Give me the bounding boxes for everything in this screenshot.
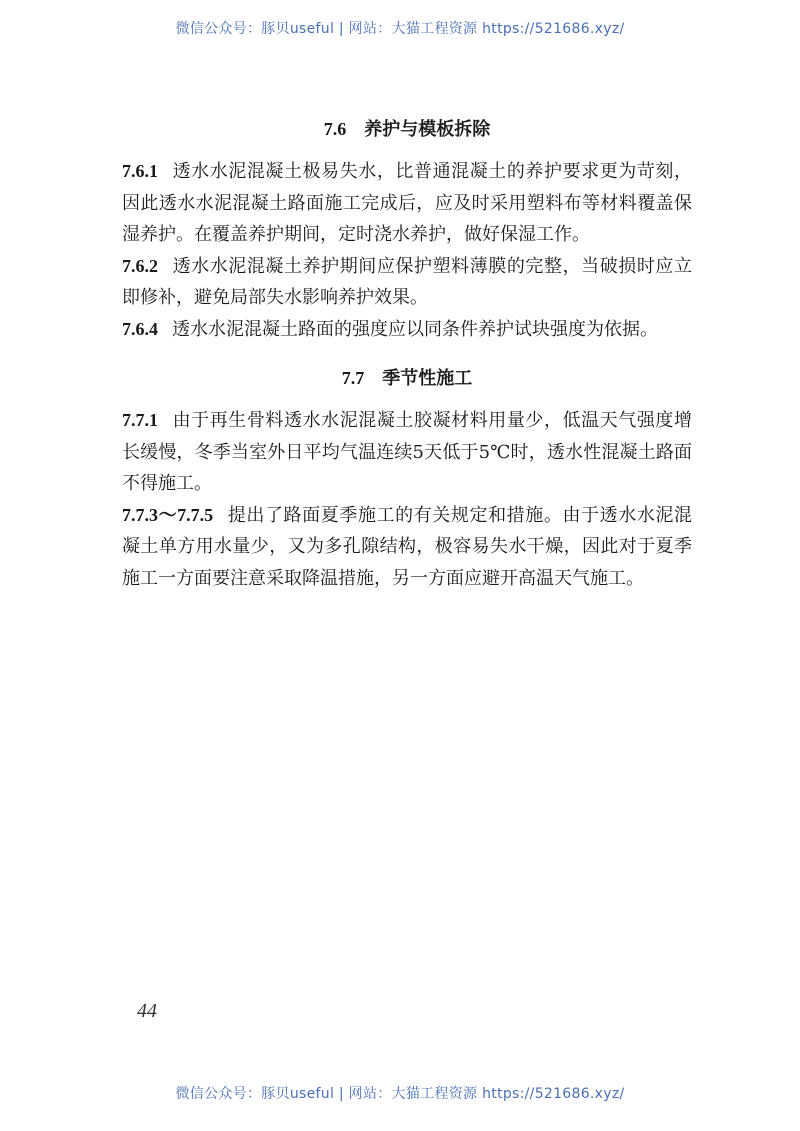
section-number: 7.6	[323, 119, 347, 139]
clause-number: 7.7.3～7.7.5	[122, 504, 214, 525]
page-number: 44	[137, 1000, 157, 1022]
section-heading-7-6	[122, 112, 692, 146]
watermark-footer: 微信公众号：豚贝useful | 网站：大猫工程资源 https://521686.xyz/	[175, 1086, 625, 1102]
section-heading-7-7	[122, 361, 692, 395]
clause-7-7-1	[122, 405, 692, 500]
section-title: 养护与模板拆除	[364, 119, 491, 140]
page-content	[122, 112, 692, 594]
section-number: 7.7	[341, 368, 365, 388]
clause-text: 透水水泥混凝土养护期间应保护塑料薄膜的完整，当破损时应立即修补，避免局部失水影响养护效果。	[122, 255, 692, 308]
clause-number: 7.7.1	[122, 410, 158, 430]
clause-text: 提出了路面夏季施工的有关规定和措施。由于透水水泥混凝土单方用水量少，又为多孔隙结构，极容易失水干燥，因此对于夏季施工一方面要注意采取降温措施，另一方面应避开高温天气施工。	[122, 504, 692, 589]
clause-7-6-1	[122, 156, 692, 251]
section-title: 季节性施工	[382, 368, 473, 389]
clause-7-7-3-to-7-7-5	[122, 500, 692, 595]
clause-number: 7.6.1	[122, 161, 158, 181]
clause-number: 7.6.4	[122, 318, 158, 339]
clause-text: 透水水泥混凝土路面的强度应以同条件养护试块强度为依据。	[172, 318, 658, 340]
clause-number: 7.6.2	[122, 255, 158, 276]
clause-7-6-2	[122, 251, 692, 314]
clause-7-6-4	[122, 314, 692, 346]
clause-text: 由于再生骨料透水水泥混凝土胶凝材料用量少，低温天气强度增长缓慢，冬季当室外日平均气温连续5天低于5℃时，透水性混凝土路面不得施工。	[122, 410, 692, 494]
clause-text: 透水水泥混凝土极易失水，比普通混凝土的养护要求更为苛刻，因此透水水泥混凝土路面施工完成后，应及时采用塑料布等材料覆盖保湿养护。在覆盖养护期间，定时浇水养护，做好保湿工作。	[122, 161, 692, 245]
watermark-header: 微信公众号：豚贝useful | 网站：大猫工程资源 https://521686.xyz/	[175, 21, 625, 37]
